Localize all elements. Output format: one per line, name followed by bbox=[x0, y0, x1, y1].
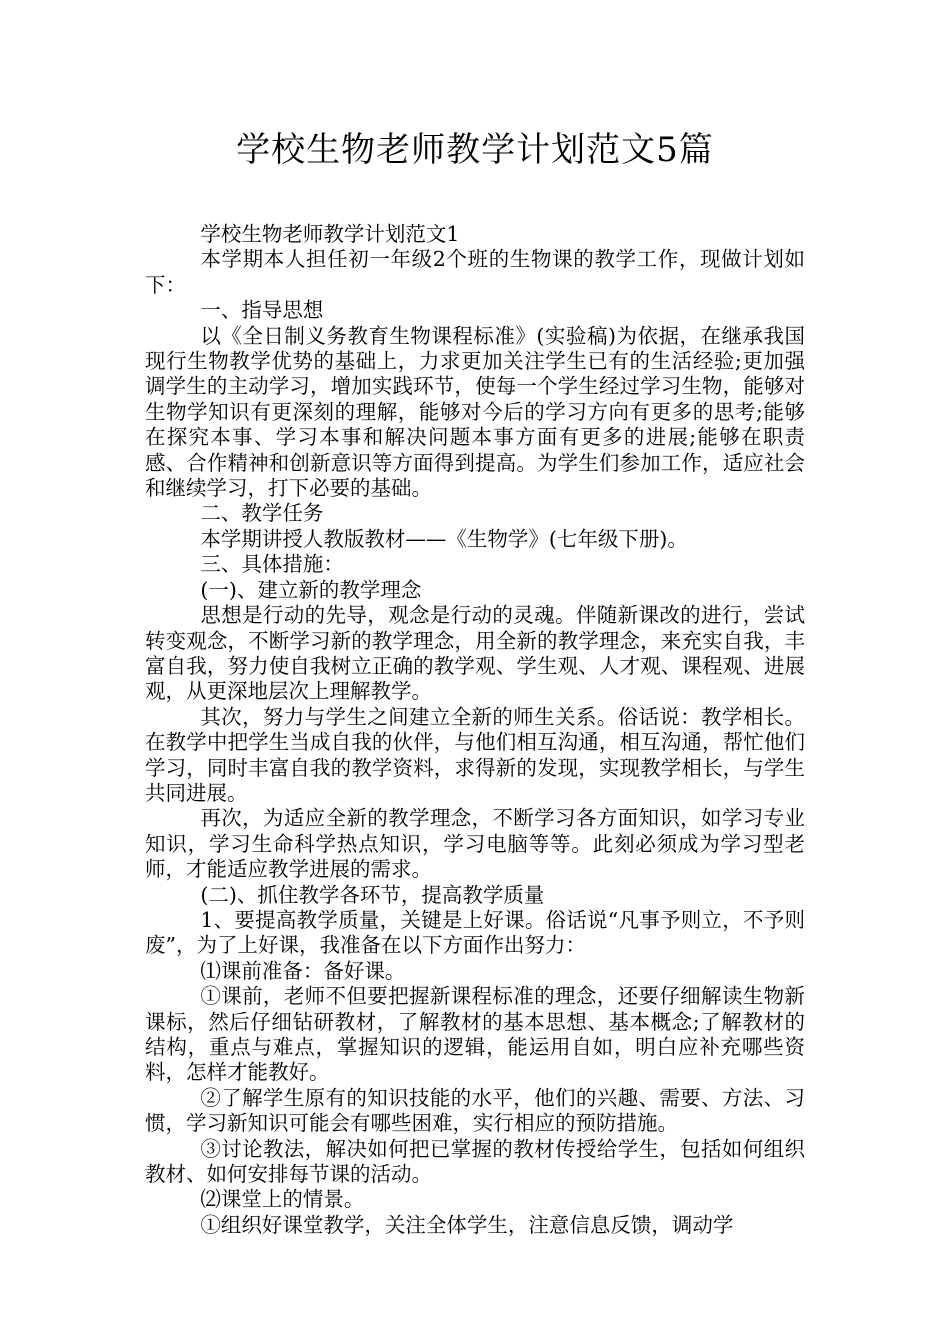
list-heading: ⑴课前准备：备好课。 bbox=[200, 958, 406, 983]
list-item: ①课前，老师不但要把握新课程标准的理念，还要仔细解读生物新课标，然后仔细钻研教材，了解教材的基本思想、基本概念;了解教材的结构，重点与难点，掌握知识的逻辑，能运用自如，明白应补充哪些资料，怎样才能教好。 bbox=[145, 984, 805, 1085]
section-heading: 二、教学任务 bbox=[200, 501, 324, 526]
paragraph: 本学期讲授人教版教材——《生物学》(七年级下册)。 bbox=[200, 526, 688, 551]
list-heading: ⑵课堂上的情景。 bbox=[200, 1187, 365, 1212]
subsection-heading: (二)、抓住教学各环节，提高教学质量 bbox=[200, 882, 545, 907]
paragraph: 再次，为适应全新的教学理念，不断学习各方面知识，如学习专业知识，学习生命科学热点知识，学习电脑等等。此刻必须成为学习型老师，才能适应教学进展的需求。 bbox=[145, 806, 805, 882]
paragraph: 1、要提高教学质量，关键是上好课。俗话说“凡事予则立，不予则废”，为了上好课，我准备在以下方面作出努力： bbox=[145, 907, 805, 958]
paragraph: 其次，努力与学生之间建立全新的师生关系。俗话说：教学相长。在教学中把学生当成自我的伙伴，与他们相互沟通，相互沟通，帮忙他们学习，同时丰富自我的教学资料，求得新的发现，实现教学相长，与学生共同进展。 bbox=[145, 704, 805, 805]
document-title: 学校生物老师教学计划范文5篇 bbox=[236, 130, 714, 170]
paragraph: 本学期本人担任初一年级2个班的生物课的教学工作，现做计划如下： bbox=[145, 247, 805, 297]
list-item: ①组织好课堂教学，关注全体学生，注意信息反馈，调动学 bbox=[200, 1212, 734, 1237]
document-body bbox=[145, 222, 805, 1238]
paragraph: 以《全日制义务教育生物课程标准》(实验稿)为依据，在继承我国现行生物教学优势的基础上，力求更加关注学生已有的生活经验;更加强调学生的主动学习，增加实践环节，使每一个学生经过学习生物，能够对生物学知识有更深刻的理解，能够对今后的学习方向有更多的思考;能够在探究本事、学习本事和解决问题本事方面有更多的进展;能够在职责感、合作精神和创新意识等方面得到提高。为学生们参加工作，适应社会和继续学习，打下必要的基础。 bbox=[145, 323, 805, 501]
paragraph: 思想是行动的先导，观念是行动的灵魂。伴随新课改的进行，尝试转变观念，不断学习新的教学理念，用全新的教学理念，来充实自我，丰富自我，努力使自我树立正确的教学观、学生观、人才观、课程观、进展观，从更深地层次上理解教学。 bbox=[145, 603, 805, 704]
section-heading: 一、指导思想 bbox=[200, 298, 324, 323]
subsection-heading: (一)、建立新的教学理念 bbox=[200, 577, 422, 602]
section-heading: 三、具体措施： bbox=[200, 552, 344, 577]
list-item: ②了解学生原有的知识技能的水平，他们的兴趣、需要、方法、习惯，学习新知识可能会有哪些困难，实行相应的预防措施。 bbox=[145, 1085, 805, 1136]
list-item: ③讨论教法，解决如何把已掌握的教材传授给学生，包括如何组织教材、如何安排每节课的活动。 bbox=[145, 1136, 805, 1187]
section-heading: 学校生物老师教学计划范文1 bbox=[200, 222, 460, 246]
